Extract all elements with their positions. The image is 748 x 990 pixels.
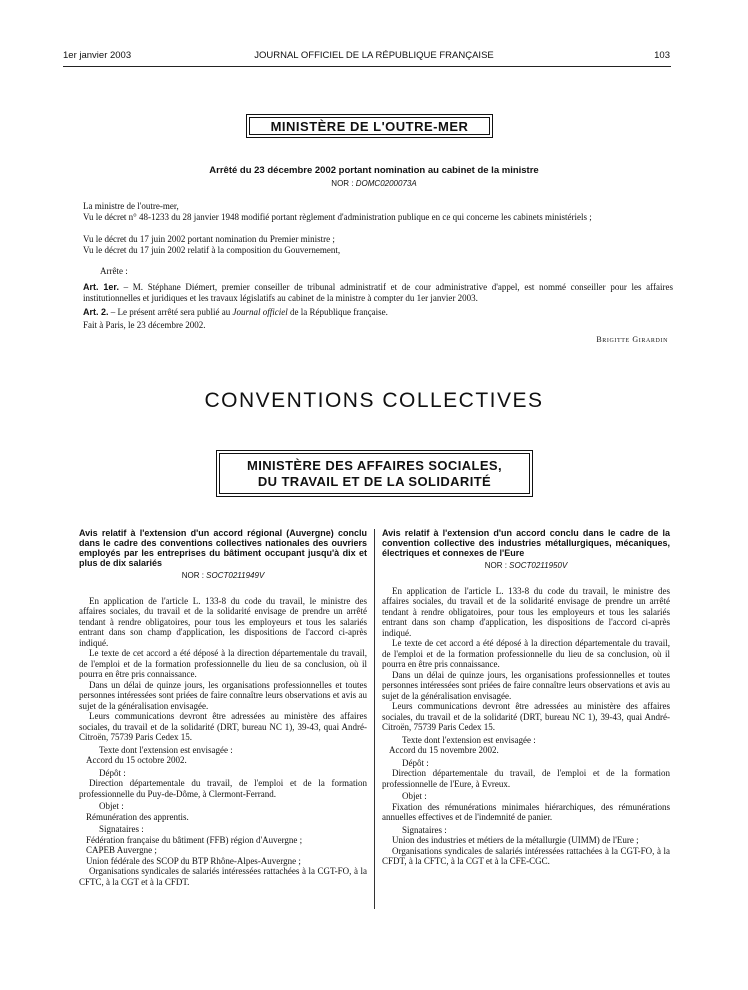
ministry-title-affaires-sociales: [219, 453, 530, 494]
arrete-title: Arrêté du 23 décembre 2002 portant nomination au cabinet de la ministre: [209, 165, 539, 176]
avis-left-paragraph-4: Leurs communications devront être adressées au ministère des affaires sociales, du travail et de la solidarité (DRT, bureau NC 1), 39-43, quai André-Citroën, 75739 Paris Cedex 15.: [79, 711, 367, 742]
arrete-nor-label: NOR :: [331, 179, 354, 188]
avis-right-column: [382, 528, 670, 867]
avis-right-paragraph-1: En application de l'article L. 133-8 du code du travail, le ministre des affaires sociales, du travail et de la solidarité envisage de prendre un arrêté tendant à rendre obligatoires, pour tous les employeurs et tous les salariés entrant dans son champ d'application, les dispositions de l'accord ci-après indiqué.: [382, 585, 670, 638]
ministry-title-outre-mer: MINISTÈRE DE L'OUTRE-MER: [249, 117, 490, 135]
avis-right-signataires-label: Signataires :: [402, 824, 447, 835]
arrete-article-1: [83, 282, 673, 304]
avis-right-objet-label: Objet :: [402, 791, 427, 801]
ministry-box-affaires-sociales: [216, 450, 533, 497]
avis-left-column: [79, 528, 367, 887]
avis-left-title: Avis relatif à l'extension d'un accord régional (Auvergne) conclu dans le cadre des conventions collectives nationales des ouvriers employés par les entreprises du bâtiment occupant jusqu'à dix et plus de dix salariés: [79, 528, 367, 568]
avis-left-signataires-label: Signataires :: [99, 824, 144, 834]
arrete-signature: Brigitte Girardin: [596, 335, 668, 344]
avis-left-signataire-4: Organisations syndicales de salariés intéressées rattachées à la CGT-FO, à la CFTC, à la CGT et à la CFDT.: [79, 866, 367, 887]
arrete-vu-1: Vu le décret n° 48-1233 du 28 janvier 1948 modifié portant règlement d'administration publique en ce qui concerne les cabinets ministériels ;: [83, 212, 592, 222]
avis-left-texte-label: Texte dont l'extension est envisagée :: [99, 744, 233, 755]
avis-left-objet: Rémunération des apprentis.: [86, 811, 189, 822]
avis-left-signataire-3: Union fédérale des SCOP du BTP Rhône-Alpes-Auvergne ;: [86, 855, 301, 866]
column-divider: [374, 529, 375, 909]
avis-right-nor-label: NOR :: [484, 561, 507, 570]
avis-left-paragraph-2: Le texte de cet accord a été déposé à la direction départementale du travail, de l'emploi et de la formation professionnelle du lieu de sa conclusion, où il pourra en être pris connaissance.: [79, 648, 367, 679]
arrete-vu-3: Vu le décret du 17 juin 2002 relatif à la composition du Gouvernement,: [83, 245, 341, 255]
article-2-text-b: de la République française.: [287, 307, 388, 317]
ministry-title-line-2: DU TRAVAIL ET DE LA SOLIDARITÉ: [257, 473, 492, 489]
avis-right-paragraph-2: Le texte de cet accord a été déposé à la direction départementale du travail, de l'emploi et de la formation professionnelle du lieu de sa conclusion, où il pourra en être pris connaissance.: [382, 638, 670, 669]
arrete-fait: Fait à Paris, le 23 décembre 2002.: [83, 320, 206, 330]
avis-right-signataire-1: Union des industries et métiers de la métallurgie (UIMM) de l'Eure ;: [392, 835, 639, 845]
avis-left-paragraph-1: En application de l'article L. 133-8 du code du travail, le ministre des affaires sociales, du travail et de la solidarité envisage de prendre un arrêté tendant à rendre obligatoires, pour tous les employeurs et tous les salariés entrant dans son champ d'application, les dispositions de l'accord ci-après indiqué.: [79, 595, 367, 648]
arrete-nor: [0, 179, 748, 188]
article-2-journal: Journal officiel: [232, 307, 288, 317]
article-1-text: – M. Stéphane Diémert, premier conseiller de tribunal administratif et de cour administrative d'appel, est nommé conseiller pour les affaires institutionnelles et juridiques et les travaux législatifs au cabinet de la ministre à compter du 1er janvier 2003.: [83, 282, 673, 303]
avis-right-nor: [382, 561, 670, 572]
avis-right-signataire-2: Organisations syndicales de salariés intéressées rattachées à la CGT-FO, à la CFDT, à la CFTC, à la CGT et à la CFE-CGC.: [382, 845, 670, 866]
ministry-title-line-1: MINISTÈRE DES AFFAIRES SOCIALES,: [246, 457, 502, 473]
avis-right-paragraph-3: Dans un délai de quinze jours, les organisations professionnelles et toutes personnes intéressées sont priées de faire connaître leurs observations et avis au sujet de la généralisation envisagée.: [382, 669, 670, 701]
avis-right-nor-code: SOCT0211950V: [509, 561, 568, 570]
avis-left-nor-code: SOCT0211949V: [206, 571, 265, 580]
avis-left-depot-label: Dépôt :: [99, 767, 126, 778]
arrete-intro: La ministre de l'outre-mer,: [83, 201, 179, 211]
arrete-arrete-word: Arrête :: [100, 266, 128, 276]
avis-left-accord: Accord du 15 octobre 2002.: [86, 755, 187, 765]
header-date: 1er janvier 2003: [63, 50, 132, 61]
avis-right-paragraph-4: Leurs communications devront être adressées au ministère des affaires sociales, du travail et de la solidarité (DRT, bureau NC 1), 39-43, quai André-Citroën, 75739 Paris Cedex 15.: [382, 701, 670, 732]
arrete-vu-2: Vu le décret du 17 juin 2002 portant nomination du Premier ministre ;: [83, 234, 335, 244]
avis-right-depot: Direction départementale du travail, de l'emploi et de la formation professionnelle de l'Eure, à Evreux.: [382, 768, 670, 789]
ministry-box-outre-mer: [246, 114, 493, 138]
avis-right-depot-label: Dépôt :: [402, 757, 429, 768]
header-page-number: 103: [654, 50, 670, 61]
arrete-nor-code: DOMC0200073A: [355, 179, 417, 188]
arrete-article-2: [83, 307, 388, 317]
header-journal-title: JOURNAL OFFICIEL DE LA RÉPUBLIQUE FRANÇAISE: [254, 50, 494, 61]
avis-left-signataire-1: Fédération française du bâtiment (FFB) région d'Auvergne ;: [86, 834, 303, 845]
avis-right-texte-label: Texte dont l'extension est envisagée :: [402, 734, 536, 745]
avis-left-nor: [79, 571, 367, 582]
avis-left-nor-label: NOR :: [181, 571, 204, 580]
avis-left-objet-label: Objet :: [99, 801, 124, 811]
avis-right-accord: Accord du 15 novembre 2002.: [389, 745, 499, 755]
avis-right-title: Avis relatif à l'extension d'un accord conclu dans le cadre de la convention collective des industries métallurgiques, mécaniques, électriques et connexes de l'Eure: [382, 528, 670, 558]
avis-left-depot: Direction départementale du travail, de l'emploi et de la formation professionnelle du Puy-de-Dôme, à Clermont-Ferrand.: [79, 778, 367, 799]
article-1-label: Art. 1er.: [83, 282, 119, 292]
article-2-label: Art. 2.: [83, 307, 109, 317]
avis-left-signataire-2: CAPEB Auvergne ;: [86, 845, 157, 855]
avis-left-paragraph-3: Dans un délai de quinze jours, les organisations professionnelles et toutes personnes intéressées sont priées de faire connaître leurs observations et avis au sujet de la généralisation envisagée.: [79, 679, 367, 711]
header-rule: [63, 66, 671, 67]
section-title: CONVENTIONS COLLECTIVES: [204, 389, 544, 412]
article-2-text-a: – Le présent arrêté sera publié au: [108, 307, 233, 317]
avis-right-objet: Fixation des rémunérations minimales hiérarchiques, des rémunérations annuelles effectives et de l'indemnité de panier.: [382, 801, 670, 822]
